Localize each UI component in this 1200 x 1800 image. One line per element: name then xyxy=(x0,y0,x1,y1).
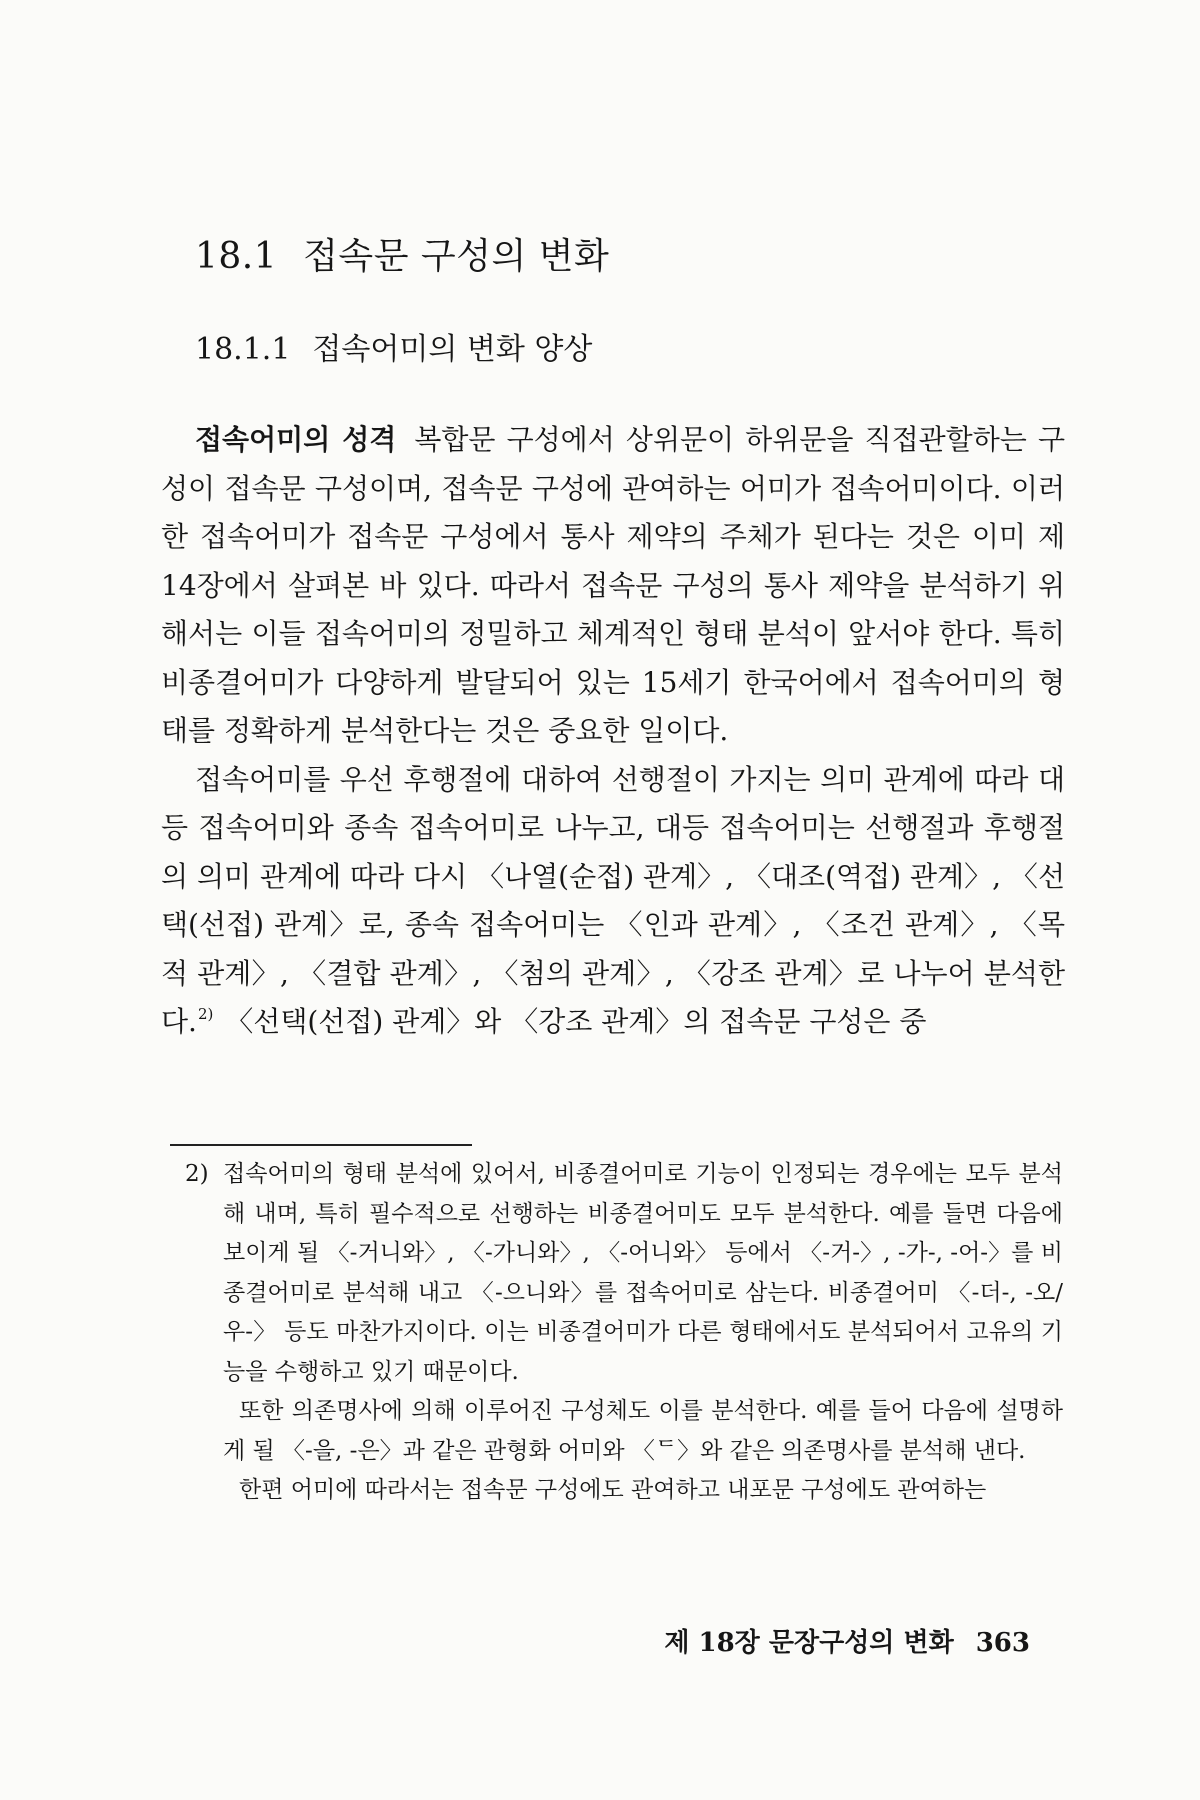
footnote-divider xyxy=(170,1144,472,1146)
paragraph-1 xyxy=(161,416,1065,756)
footnote-paragraph-3: 한편 어미에 따라서는 접속문 구성에도 관여하고 내포문 구성에도 관여하는 xyxy=(239,1477,987,1503)
paragraph-2-tail: 〈선택(선접) 관계〉와 〈강조 관계〉의 접속문 구성은 중 xyxy=(225,1005,927,1038)
subsection-title: 접속어미의 변화 양상 xyxy=(312,332,593,367)
chapter-title: 제 18장 문장구성의 변화 xyxy=(664,1628,954,1658)
running-footer xyxy=(664,1622,1030,1659)
footnote-reference: 2) xyxy=(197,1005,214,1023)
footnote-2 xyxy=(185,1155,1063,1392)
footnote-paragraph-1: 접속어미의 형태 분석에 있어서, 비종결어미로 기능이 인정되는 경우에는 모두 분석해 내며, 특히 필수적으로 선행하는 비종결어미도 모두 분석한다. 예를 들면 다음에 보이게 될 〈-거니와〉, 〈-가니와〉, 〈-어니와〉 등에서 〈-거-〉, -가-, -어-〉를 비종결어미로 분석해 내고 〈-으니와〉를 접속어미로 삼는다. 비종결어미 〈-더-, -오/우-〉 등도 마찬가지이다. 이는 비종결어미가 다른 형태에서도 분석되어서 고유의 기능을 수행하고 있기 때문이다. xyxy=(223,1161,1063,1385)
paragraph-2 xyxy=(161,756,1065,1047)
paragraph-lead: 접속어미의 성격 xyxy=(195,423,397,456)
section-title: 접속문 구성의 변화 xyxy=(303,236,610,277)
section-number: 18.1 xyxy=(195,236,278,277)
footnote-mark: 2) xyxy=(185,1161,209,1187)
paragraph-1-text: 복합문 구성에서 상위문이 하위문을 직접관할하는 구성이 접속문 구성이며, 접속문 구성에 관여하는 어미가 접속어미이다. 이러한 접속어미가 접속문 구성에서 통사 제약의 주체가 된다는 것은 이미 제14장에서 살펴본 바 있다. 따라서 접속문 구성의 통사 제약을 분석하기 위해서는 이들 접속어미의 정밀하고 체계적인 형태 분석이 앞서야 한다. 특히 비종결어미가 다양하게 발달되어 있는 15세기 한국어에서 접속어미의 형태를 정확하게 분석한다는 것은 중요한 일이다. xyxy=(161,423,1065,747)
paragraph-2-text: 접속어미를 우선 후행절에 대하여 선행절이 가지는 의미 관계에 따라 대등 접속어미와 종속 접속어미로 나누고, 대등 접속어미는 선행절과 후행절의 의미 관계에 따라 다시 〈나열(순접) 관계〉, 〈대조(역접) 관계〉, 〈선택(선접) 관계〉로, 종속 접속어미는 〈인과 관계〉, 〈조건 관계〉, 〈목적 관계〉, 〈결합 관계〉, 〈첨의 관계〉, 〈강조 관계〉로 나누어 분석한다. xyxy=(161,762,1065,1038)
subsection-heading xyxy=(195,324,592,368)
page-number: 363 xyxy=(975,1628,1030,1658)
section-heading xyxy=(195,228,609,279)
footnotes xyxy=(185,1155,1063,1511)
body-text xyxy=(161,416,1065,1047)
subsection-number: 18.1.1 xyxy=(195,332,291,367)
footnote-paragraph-2: 또한 의존명사에 의해 이루어진 구성체도 이를 분석한다. 예를 들어 다음에 설명하게 될 〈-을, -은〉과 같은 관형화 어미와 〈ᄃ〉와 같은 의존명사를 분석해 낸다. xyxy=(223,1398,1063,1464)
